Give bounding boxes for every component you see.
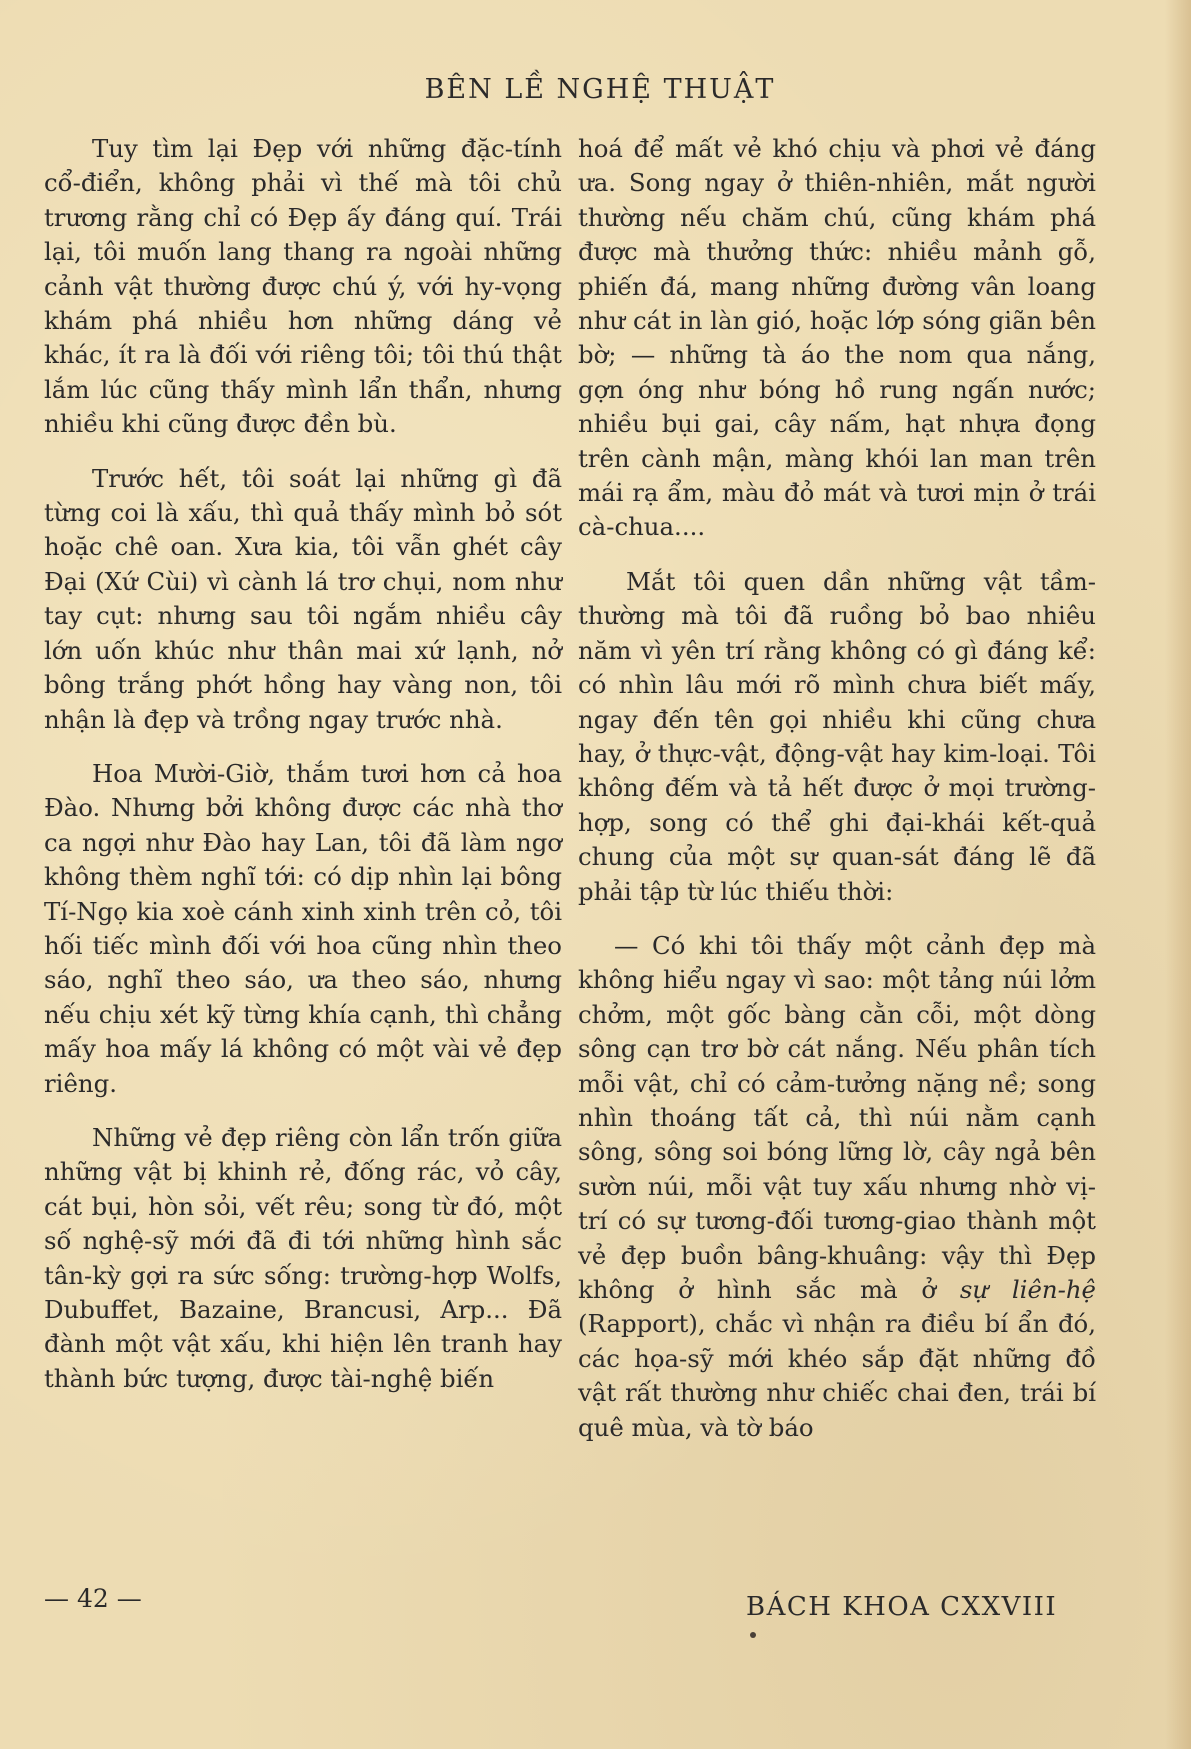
paragraph-text: (Rapport), chắc vì nhận ra điều bí ẩn đó, các họa-sỹ mới khéo sắp đặt những đồ vật rất thường như chiếc chai đen, trái bí quê mùa, và tờ báo	[578, 1309, 1096, 1442]
body-paragraph	[578, 929, 1096, 1445]
running-header: BÊN LỀ NGHỆ THUẬT	[424, 74, 776, 105]
italic-term: sự liên-hệ	[959, 1275, 1096, 1304]
publication-footer: BÁCH KHOA CXXVIII	[746, 1592, 1058, 1622]
ink-speck	[750, 1632, 756, 1638]
body-paragraph: Trước hết, tôi soát lại những gì đã từng coi là xấu, thì quả thấy mình bỏ sót hoặc chê oan. Xưa kia, tôi vẫn ghét cây Đại (Xứ Cùi) vì cành lá trơ chụi, nom như tay cụt: nhưng sau tôi ngắm nhiều cây lớn uốn khúc như thân mai xứ lạnh, nở bông trắng phớt hồng hay vàng non, tôi nhận là đẹp và trồng ngay trước nhà.	[44, 463, 562, 734]
body-paragraph: Hoa Mười-Giờ, thắm tươi hơn cả hoa Đào. Nhưng bởi không được các nhà thơ ca ngợi như Đào hay Lan, tôi đã làm ngơ không thèm nghĩ tới: có dịp nhìn lại bông Tí-Ngọ kia xoè cánh xinh xinh trên cỏ, tôi hối tiếc mình đối với hoa cũng nhìn theo sáo, nghĩ theo sáo, ưa theo sáo, nhưng nếu chịu xét kỹ từng khía cạnh, thì chẳng mấy hoa mấy lá không có một vài vẻ đẹp riêng.	[44, 758, 562, 1098]
page-number: — 42 —	[44, 1584, 142, 1613]
body-paragraph: Tuy tìm lại Đẹp với những đặc-tính cổ-điển, không phải vì thế mà tôi chủ trương rằng chỉ có Đẹp ấy đáng quí. Trái lại, tôi muốn lang thang ra ngoài những cảnh vật thường được chú ý, với hy-vọng khám phá nhiều hơn những dáng vẻ khác, ít ra là đối với riêng tôi; tôi thú thật lắm lúc cũng thấy mình lẩn thẩn, nhưng nhiều khi cũng được đền bù.	[44, 134, 562, 439]
right-column	[578, 132, 1096, 1463]
body-paragraph-continued: hoá để mất vẻ khó chịu và phơi vẻ đáng ưa. Song ngay ở thiên-nhiên, mắt người thường nếu chăm chú, cũng khám phá được mà thưởng thức: nhiều mảnh gỗ, phiến đá, mang những đường vân loang như cát in làn gió, hoặc lớp sóng giãn bên bờ; — những tà áo the nom qua nắng, gợn óng như bóng hồ rung ngấn nước; nhiều bụi gai, cây nấm, hạt nhựa đọng trên cành mận, màng khói lan man trên mái rạ ẩm, màu đỏ mát và tươi mịn ở trái cà-chua....	[578, 134, 1096, 542]
left-column	[44, 132, 562, 1416]
body-paragraph: Mắt tôi quen dần những vật tầm-thường mà tôi đã ruồng bỏ bao nhiêu năm vì yên trí rằng không có gì đáng kể: có nhìn lâu mới rõ mình chưa biết mấy, ngay đến tên gọi nhiều khi cũng chưa hay, ở thực-vật, động-vật hay kim-loại. Tôi không đếm và tả hết được ở mọi trường-hợp, song có thể ghi đại-khái kết-quả chung của một sự quan-sát đáng lẽ đã phải tập từ lúc thiếu thời:	[578, 566, 1096, 906]
paragraph-text: — Có khi tôi thấy một cảnh đẹp mà không hiểu ngay vì sao: một tảng núi lởm chởm, một gốc bàng cằn cỗi, một dòng sông cạn trơ bờ cát nắng. Nếu phân tích mỗi vật, chỉ có cảm-tưởng nặng nề; song nhìn thoáng tất cả, thì núi nằm cạnh sông, sông soi bóng lững lờ, cây ngả bên sườn núi, mỗi vật tuy xấu nhưng nhờ vị-trí có sự tương-đối tương-giao thành một vẻ đẹp buồn bâng-khuâng: vậy thì Đẹp không ở hình sắc mà ở	[578, 930, 1096, 1304]
torn-page-edge	[1165, 0, 1191, 1749]
body-paragraph: Những vẻ đẹp riêng còn lẩn trốn giữa những vật bị khinh rẻ, đống rác, vỏ cây, cát bụi, hòn sỏi, vết rêu; song từ đó, một số nghệ-sỹ mới đã đi tới những hình sắc tân-kỳ gợi ra sức sống: trường-hợp Wolfs, Dubuffet, Bazaine, Brancusi, Arp... Đã đành một vật xấu, khi hiện lên tranh hay thành bức tượng, được tài-nghệ biến	[44, 1122, 562, 1393]
